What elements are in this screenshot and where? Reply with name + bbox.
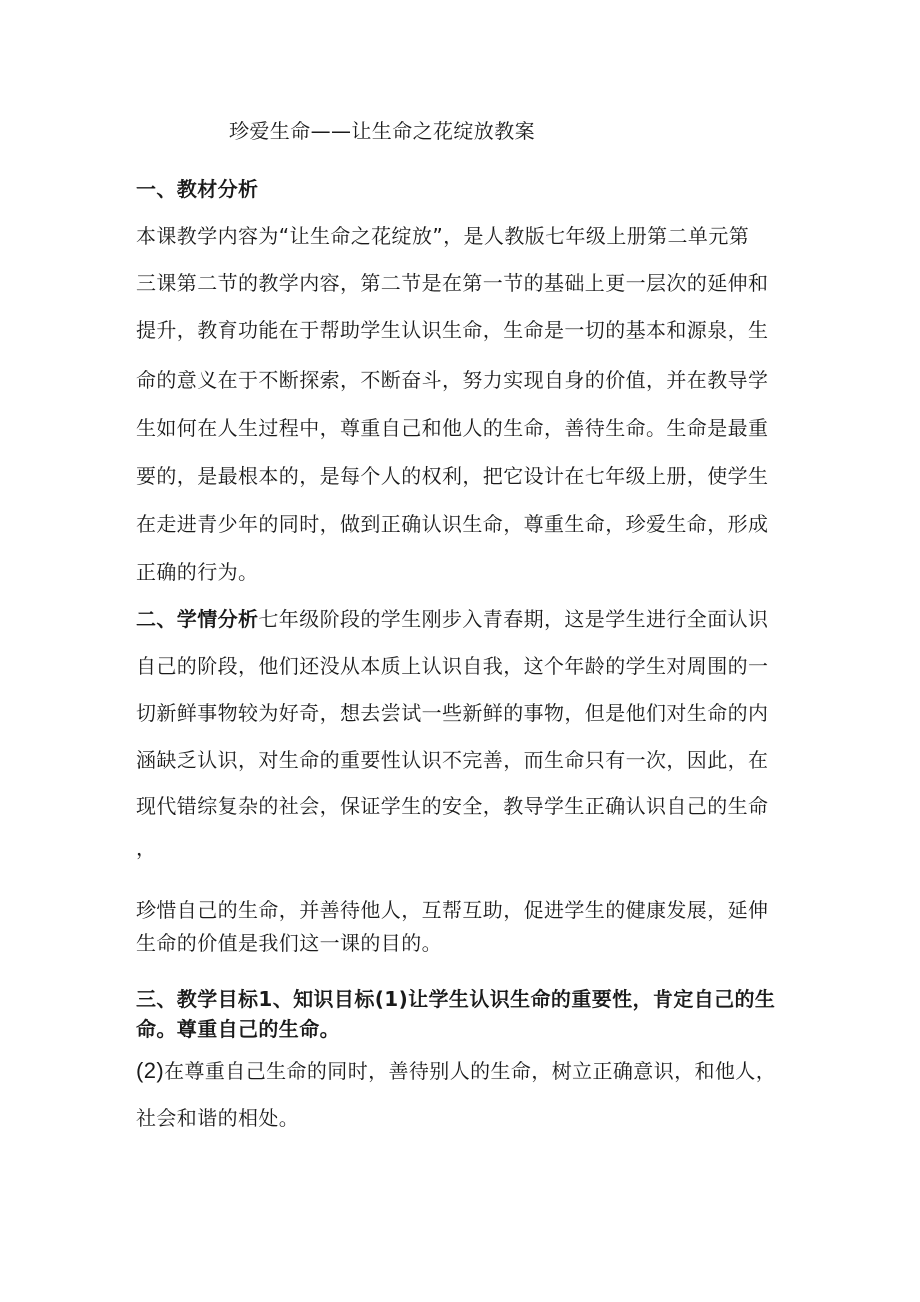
paragraph-line: 涵缺乏认识，对生命的重要性认识不完善，而生命只有一次，因此，在	[136, 748, 769, 772]
section-heading-textbook-analysis: 一、教材分析	[136, 177, 259, 201]
section-heading-teaching-objectives-cont: 命。尊重自己的生命。	[136, 1017, 340, 1041]
paragraph-line: ，	[136, 836, 157, 860]
item-number: (2)	[136, 1058, 165, 1083]
objective-item-2	[136, 1059, 776, 1083]
paragraph-line: 命的意义在于不断探索，不断奋斗，努力实现自身的价值，并在教导学	[136, 368, 769, 392]
paragraph-line: 提升，教育功能在于帮助学生认识生命，生命是一切的基本和源泉，生	[136, 318, 769, 342]
document-title: 珍爱生命——让生命之花绽放教案	[229, 119, 535, 143]
paragraph-line: 在走进青少年的同时，做到正确认识生命，尊重生命，珍爱生命，形成	[136, 512, 769, 536]
paragraph-line: 切新鲜事物较为好奇，想去尝试一些新鲜的事物，但是他们对生命的内	[136, 701, 769, 725]
section-heading-learner-analysis: 二、学情分析	[136, 607, 259, 631]
paragraph-line: 珍惜自己的生命，并善待他人，互帮互助，促进学生的健康发展，延伸	[136, 898, 769, 922]
section-heading-teaching-objectives: 三、教学目标1、知识目标(1)让学生认识生命的重要性，肯定自己的生	[136, 987, 776, 1011]
paragraph-line: 要的，是最根本的，是每个人的权利，把它设计在七年级上册，使学生	[136, 464, 769, 488]
paragraph-line: 生命的价值是我们这一课的目的。	[136, 931, 442, 955]
paragraph-line: 现代错综复杂的社会，保证学生的安全，教导学生正确认识自己的生命	[136, 794, 769, 818]
paragraph-line: 自己的阶段，他们还没从本质上认识自我，这个年龄的学生对周围的一	[136, 654, 769, 678]
paragraph-line: 生如何在人生过程中，尊重自己和他人的生命，善待生命。生命是最重	[136, 416, 769, 440]
paragraph-line: 社会和谐的相处。	[136, 1106, 300, 1130]
section-2-first-line	[136, 607, 768, 631]
paragraph-line: 本课教学内容为“让生命之花绽放”，是人教版七年级上册第二单元第	[136, 224, 750, 248]
paragraph-text: 在尊重自己生命的同时，善待别人的生命，树立正确意识，和他人，	[164, 1059, 777, 1083]
paragraph-text: 七年级阶段的学生刚步入青春期，这是学生进行全面认识	[258, 607, 769, 631]
paragraph-line: 三课第二节的教学内容，第二节是在第一节的基础上更一层次的延伸和	[136, 271, 769, 295]
paragraph-line: 正确的行为。	[136, 560, 259, 584]
